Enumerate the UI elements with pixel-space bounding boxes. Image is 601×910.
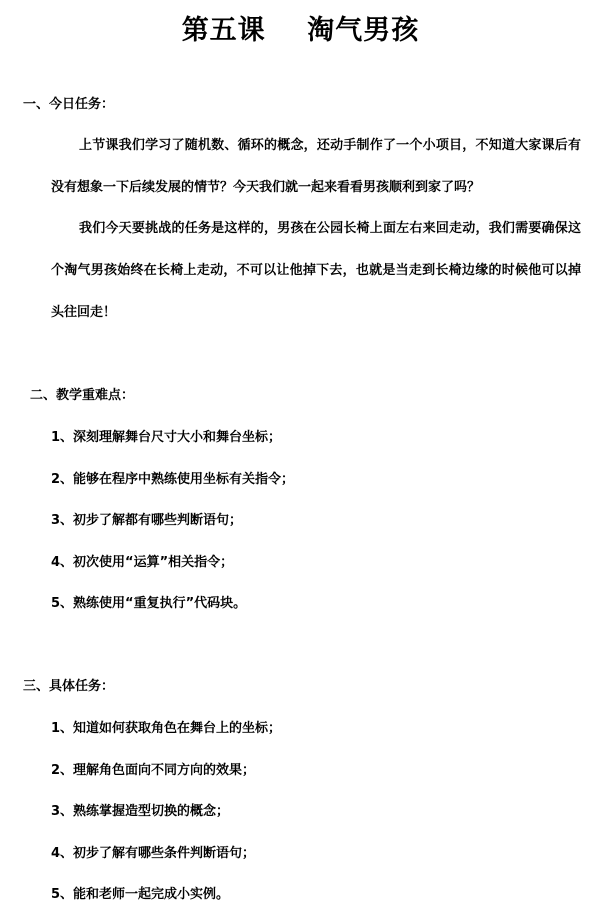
section-heading-key-points: 二、教学重难点： bbox=[30, 388, 135, 403]
key-point-item: 5、熟练使用“重复执行”代码块。 bbox=[51, 596, 247, 611]
lesson-title: 第五课 淘气男孩 bbox=[181, 15, 420, 46]
key-point-item: 4、初次使用“运算”相关指令； bbox=[51, 555, 234, 570]
key-point-item: 1、深刻理解舞台尺寸大小和舞台坐标； bbox=[51, 430, 282, 445]
task-item: 2、理解角色面向不同方向的效果； bbox=[51, 763, 256, 778]
section-heading-today-tasks: 一、今日任务： bbox=[23, 97, 115, 112]
section-heading-specific-tasks: 三、具体任务： bbox=[23, 679, 115, 694]
key-point-item: 2、能够在程序中熟练使用坐标有关指令； bbox=[51, 472, 295, 487]
task-item: 1、知道如何获取角色在舞台上的坐标； bbox=[51, 721, 282, 736]
paragraph-challenge: 我们今天要挑战的任务是这样的，男孩在公园长椅上面左右来回走动，我们需要确保这个淘气男孩始终在长椅上走动，不可以让他掉下去，也就是当走到长椅边缘的时候他可以掉头往回走！ bbox=[51, 221, 581, 320]
task-item: 5、能和老师一起完成小实例。 bbox=[51, 887, 230, 902]
paragraph-intro: 上节课我们学习了随机数、循环的概念，还动手制作了一个小项目，不知道大家课后有没有想象一下后续发展的情节？今天我们就一起来看看男孩顺利到家了吗？ bbox=[51, 138, 581, 195]
task-item: 3、熟练掌握造型切换的概念； bbox=[51, 804, 230, 819]
task-item: 4、初步了解有哪些条件判断语句； bbox=[51, 846, 256, 861]
key-point-item: 3、初步了解都有哪些判断语句； bbox=[51, 513, 243, 528]
